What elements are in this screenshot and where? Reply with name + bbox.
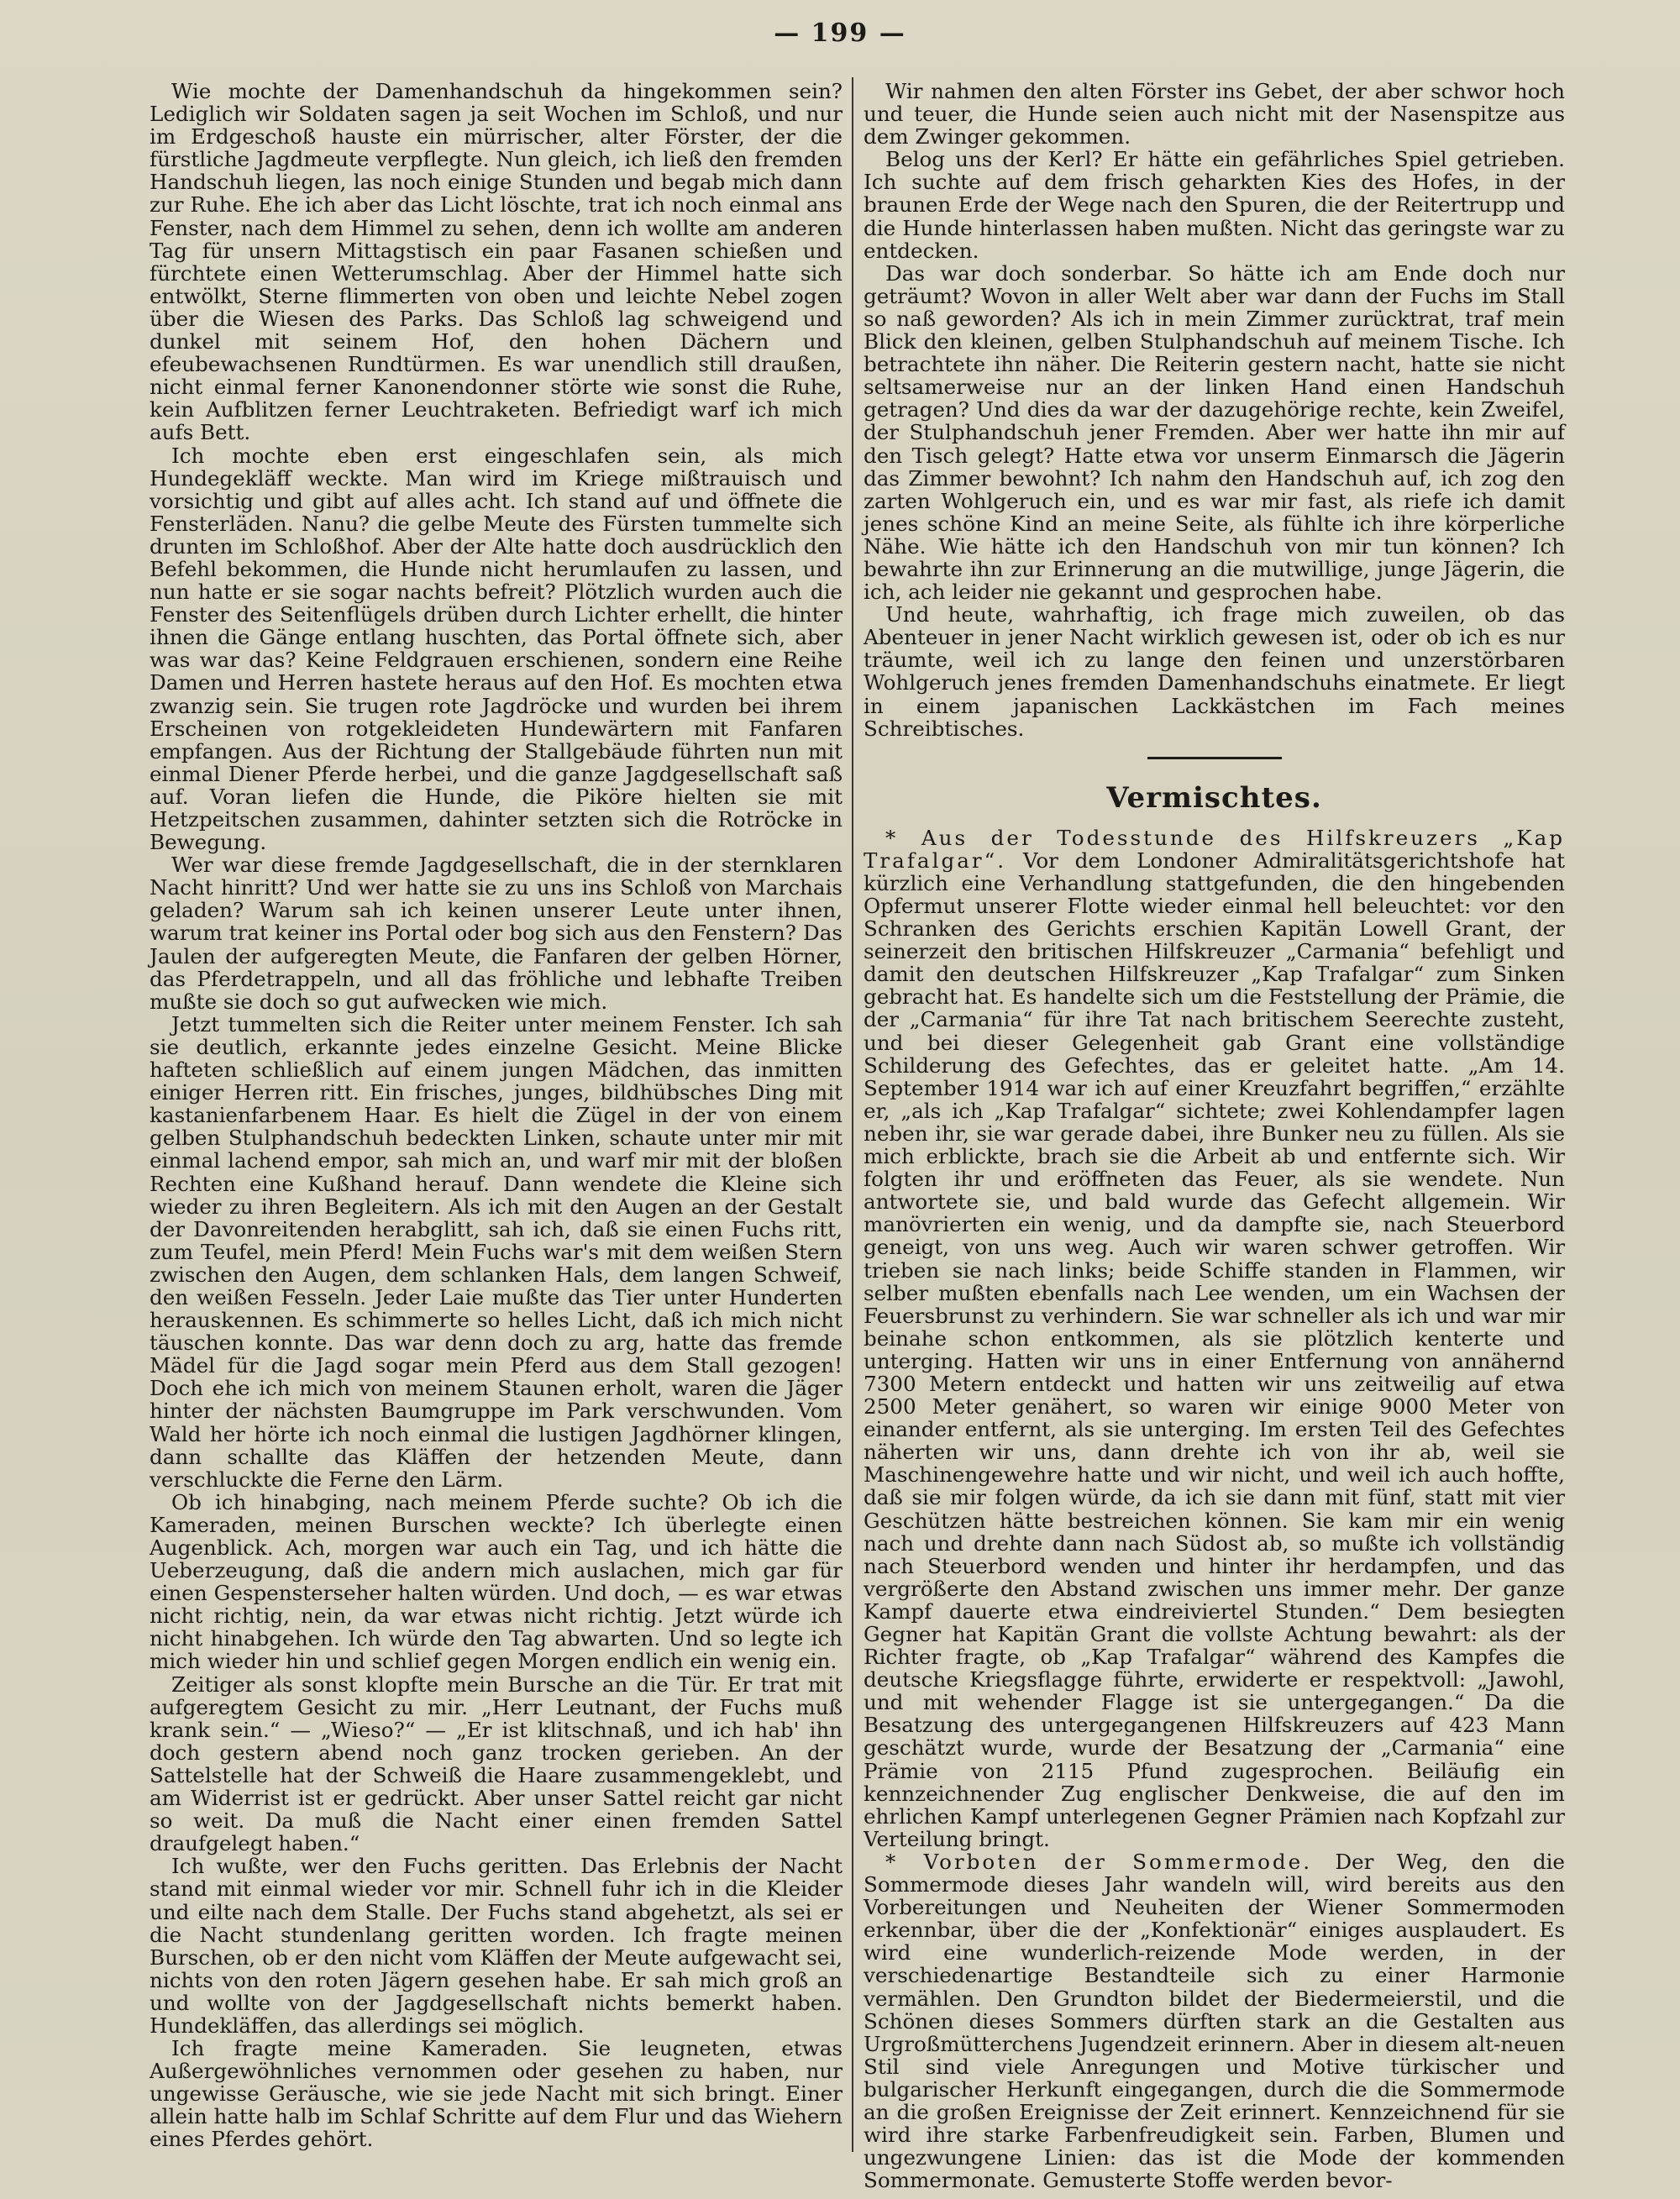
story-column-left: [150, 79, 843, 2152]
news-item-text: Der Weg, den die Sommermode dieses Jahr wandeln will, wird bereits aus den Vorbereitungen und Neuheiten der Wiener Sommermoden erkennbar, über die der „Konfektionär“ einiges ausplaudert. Es wird eine wunderlich-reizende Mode werden, in der verschiedenartige Bestandteile sich zu einer Harmonie vermählen. Den Grundton bildet der Biedermeierstil, und die Schönen dieses Sommers dürften stark an die Gestalten aus Urgroßmütterchens Jugendzeit erinnern. Aber in diesem alt-neuen Stil sind viele Anregungen und Motive türkischer und bulgarischer Herkunft eingegangen, durch die die Sommermode an die großen Ereignisse der Zeit erinnert. Kennzeichnend für sie wird ihre starke Farbenfreudigkeit sein. Farben, Blumen und ungezwungene Linien: das ist die Mode der kommenden Sommermonate. Gemusterte Stoffe werden bevor-: [864, 1849, 1565, 2193]
story-paragraph: Wer war diese fremde Jagdgesellschaft, die in der sternklaren Nacht hinritt? Und wer hatte sie zu uns ins Schloß von Marchais geladen? Warum sah ich keinen unserer Leute unter ihnen, warum trat keiner ins Portal oder bog sich aus den Fenstern? Das Jaulen der aufgeregten Meute, die Fanfaren der gelben Hörner, das Pferdetrappeln, und all das fröhliche und lebhafte Treiben mußte sie doch so gut aufwecken wie mich.: [150, 853, 843, 1014]
story-paragraph: Ich fragte meine Kameraden. Sie leugneten, etwas Außergewöhnliches vernommen oder gesehen zu haben, nur ungewisse Geräusche, wie sie jede Nacht mit sich bringt. Einer allein hatte halb im Schlaf Schritte auf dem Flur und das Wiehern eines Pferdes gehört.: [150, 2036, 843, 2152]
story-paragraph: Wie mochte der Damenhandschuh da hingekommen sein? Lediglich wir Soldaten sagen ja seit Wochen im Schloß, und nur im Erdgeschoß hauste ein mürrischer, alter Förster, der die fürstliche Jagdmeute verpflegte. Nun gleich, ich ließ den fremden Handschuh liegen, las noch einige Stunden und begab mich dann zur Ruhe. Ehe ich aber das Licht löschte, trat ich noch einmal ans Fenster, nach dem Himmel zu sehen, denn ich wollte am anderen Tag für unsern Mittagstisch ein paar Fasanen schießen und fürchtete einen Wetterumschlag. Aber der Himmel hatte sich entwölkt, Sterne flimmerten von oben und leichte Nebel zogen über die Wiesen des Parks. Das Schloß lag schweigend und dunkel mit seinem Hof, den hohen Dächern und efeubewachsenen Rundtürmen. Es war unendlich still draußen, nicht einmal ferner Kanonendonner störte wie sonst die Ruhe, kein Aufblitzen ferner Leuchtraketen. Befriedigt warf ich mich aufs Bett.: [150, 79, 843, 445]
story-paragraph: Ob ich hinabging, nach meinem Pferde suchte? Ob ich die Kameraden, meinen Burschen weckte? Ich überlegte einen Augenblick. Ach, morgen war auch ein Tag, und ich hätte die Ueberzeugung, daß die andern mich auslachen, mich gar für einen Gespensterseher halten würden. Und doch, — es war etwas nicht richtig, nein, da war etwas nicht richtig. Jetzt würde ich nicht hinabgehen. Ich würde den Tag abwarten. Und so legte ich mich wieder hin und schlief gegen Morgen endlich ein wenig ein.: [150, 1489, 843, 1674]
news-item: [864, 827, 1565, 1850]
column-divider: [852, 77, 853, 2152]
story-paragraph: Und heute, wahrhaftig, ich frage mich zuweilen, ob das Abenteuer in jener Nacht wirklich gewesen ist, oder ob ich es nur träumte, weil ich zu lange den feinen und unzerstörbaren Wohlgeruch jenes fremden Damenhandschuhs einatmete. Er liegt in einem japanischen Lackkästchen im Fach meines Schreibtisches.: [864, 602, 1565, 741]
page-number: — 199 —: [774, 18, 906, 48]
section-separator-rule: [1147, 757, 1282, 759]
story-paragraph: Wir nahmen den alten Förster ins Gebet, der aber schwor hoch und teuer, die Hunde seien auch nicht mit der Nasenspitze aus dem Zwinger gekommen.: [864, 79, 1565, 150]
news-item: [864, 1850, 1565, 2191]
story-paragraph: Belog uns der Kerl? Er hätte ein gefährliches Spiel getrieben. Ich suchte auf dem frisch geharkten Kies des Hofes, in der braunen Erde der Wege nach den Spuren, die der Reitertrupp und die Hunde hinterlassen haben mußten. Nicht das geringste war zu entdecken.: [864, 147, 1565, 263]
story-paragraph: Zeitiger als sonst klopfte mein Bursche an die Tür. Er trat mit aufgeregtem Gesicht zu mir. „Herr Leutnant, der Fuchs muß krank sein.“ — „Wieso?“ — „Er ist klitschnaß, und ich hab' ihn doch gestern abend noch ganz trocken gerieben. An der Sattelstelle hat der Schweiß die Haare zusammengeklebt, und am Widerrist ist er gedrückt. Aber unser Sattel reicht gar nicht so weit. Da muß die Nacht einer einen fremden Sattel draufgelegt haben.“: [150, 1672, 843, 1856]
story-paragraph: Jetzt tummelten sich die Reiter unter meinem Fenster. Ich sah sie deutlich, erkannte jedes einzelne Gesicht. Meine Blicke hafteten schließlich auf einem jungen Mädchen, das inmitten einiger Herren ritt. Ein frisches, junges, bildhübsches Ding mit kastanienfarbenem Haar. Es hielt die Zügel in der von einem gelben Stulphandschuh bedeckten Linken, schaute unter mir mit einmal lachend empor, sah mich an, und warf mir mit der bloßen Rechten eine Kußhand herauf. Dann wendete die Kleine sich wieder zu ihren Begleitern. Als ich mit den Augen an der Gestalt der Davonreitenden herabglitt, sah ich, daß sie einen Fuchs ritt, zum Teufel, mein Pferd! Mein Fuchs war's mit dem weißen Stern zwischen den Augen, dem schlanken Hals, dem langen Schweif, den weißen Fesseln. Jeder Laie mußte das Tier unter Hunderten herauskennen. Es schimmerte so helles Licht, daß ich mich nicht täuschen konnte. Das war denn doch zu arg, hatte das fremde Mädel für die Jagd sogar mein Pferd aus dem Stall gezogen! Doch ehe ich mich von meinem Staunen erholt, waren die Jäger hinter der nächsten Baumgruppe im Park verschwunden. Vom Wald her hörte ich noch einmal die lustigen Jagdhörner klingen, dann schallte das Kläffen der hetzenden Meute, dann verschluckte die Ferne den Lärm.: [150, 1011, 843, 1492]
story-paragraph: Das war doch sonderbar. So hätte ich am Ende doch nur geträumt? Wovon in aller Welt aber war dann der Fuchs im Stall so naß geworden? Als ich in mein Zimmer zurücktrat, traf mein Blick den kleinen, gelben Stulphandschuh auf meinem Tische. Ich betrachtete ihn näher. Die Reiterin gestern nacht, hatte sie nicht seltsamerweise nur an der linken Hand einen Handschuh getragen? Und dies da war der dazugehörige rechte, kein Zweifel, der Stulphandschuh jener Fremden. Aber wer hatte ihn mir auf den Tisch gelegt? Hatte etwa vor unserm Einmarsch die Jägerin das Zimmer bewohnt? Ich nahm den Handschuh auf, ich zog den zarten Wohlgeruch ein, und es war mir fast, als riefe ich damit jenes schöne Kind an meine Seite, als fühlte ich ihre körperliche Nähe. Wie hätte ich den Handschuh von mir tun können? Ich bewahrte ihn zur Erinnerung an die mutwillige, junge Jägerin, die ich, ach leider nie gekannt und gesprochen habe.: [864, 260, 1565, 605]
news-item-lead: * Aus der Todesstunde des Hilfskreuzers „Kap Trafalgar“.: [864, 825, 1565, 873]
story-paragraph: Ich mochte eben erst eingeschlafen sein, als mich Hundegekläff weckte. Man wird im Kriege mißtrauisch und vorsichtig und gibt auf alles acht. Ich stand auf und öffnete die Fensterläden. Nanu? die gelbe Meute des Fürsten tummelte sich drunten im Schloßhof. Aber der Alte hatte doch ausdrücklich den Befehl bekommen, die Hunde nicht herumlaufen zu lassen, und nun hatte er sie sogar nachts befreit? Plötzlich wurden auch die Fenster des Seitenflügels drüben durch Lichter erhellt, die hinter ihnen die Gänge entlang huschten, das Portal öffnete sich, aber was war das? Keine Feldgrauen erschienen, sondern eine Reihe Damen und Herren hastete heraus auf den Hof. Es mochten etwa zwanzig sein. Sie trugen rote Jagdröcke und wurden bei ihrem Erscheinen von rotgekleideten Hundewärtern mit Fanfaren empfangen. Aus der Richtung der Stallgebäude führten nun mit einmal Diener Pferde herbei, und die ganze Jagdgesellschaft saß auf. Voran liefen die Hunde, die Piköre hielten sie mit Hetzpeitschen zusammen, dahinter setzten sich die Rotröcke in Bewegung.: [150, 443, 843, 855]
story-column-right: [864, 79, 1566, 2193]
section-heading: Vermischtes.: [1106, 780, 1322, 815]
news-item-text: Vor dem Londoner Admiralitätsgerichtshofe hat kürzlich eine Verhandlung stattgefunden, die den hingebenden Opfermut unserer Flotte wieder einmal hell beleuchtet: vor den Schranken des Gerichts erschien Kapitän Lowell Grant, der seinerzeit den britischen Hilfskreuzer „Carmania“ befehligt und damit den deutschen Hilfskreuzer „Kap Trafalgar“ zum Sinken gebracht hat. Es handelte sich um die Feststellung der Prämie, die der „Carmania“ für ihre Tat nach britischem Seerechte zusteht, und bei dieser Gelegenheit gab Grant eine vollständige Schilderung des Gefechtes, das er geleitet hatte. „Am 14. September 1914 war ich auf einer Kreuzfahrt begriffen,“ erzählte er, „als ich „Kap Trafalgar“ sichtete; zwei Kohlendampfer lagen neben ihr, sie war gerade dabei, ihre Bunker neu zu füllen. Als sie mich erblickte, brach sie die Arbeit ab und entfernte sich. Wir folgten ihr und eröffneten das Feuer, als sie wendete. Nun antwortete sie, und bald wurde das Gefecht allgemein. Wir manövrierten ein wenig, und da dampfte sie, nach Steuerbord geneigt, von uns weg. Auch wir waren schwer getroffen. Wir trieben sie nach links; beide Schiffe standen in Flammen, wir selber mußten ebenfalls nach Lee wenden, um ein Wachsen der Feuersbrunst zu verhindern. Sie war schneller als ich und war mir beinahe schon entkommen, als sie plötzlich kenterte und unterging. Hatten wir uns in einer Entfernung von annähernd 7300 Metern entdeckt und hatten wir uns zeitweilig auf etwa 2500 Meter genähert, so waren wir einige 9000 Meter von einander entfernt, als sie unterging. Im ersten Teil des Gefechtes näherten wir uns, dann drehte ich von ihr ab, weil sie Maschinengewehre hatte und wir nicht, und weil ich auch hoffte, daß sie mir folgen würde, da ich sie dann mit fünf, statt mit vier Geschützen hätte bestreichen können. Sie kam mir ein wenig nach und drehte dann nach Südost ab, so mußte ich vollständig nach Steuerbord wenden und hinter ihr herdampfen, und das vergrößerte den Abstand zwischen uns immer mehr. Der ganze Kampf dauerte etwa eindreiviertel Stunden.“ Dem besiegten Gegner hat Kapitän Grant die vollste Achtung bewahrt: als der Richter fragte, ob „Kap Trafalgar“ während des Kampfes die deutsche Kriegsflagge führte, erwiderte er respektvoll: „Jawohl, und mit wehender Flagge ist sie untergegangen.“ Da die Besatzung des untergegangenen Hilfskreuzers auf 423 Mann geschätzt wurde, wurde der Besatzung der „Carmania“ eine Prämie von 2115 Pfund zugesprochen. Beiläufig ein kennzeichnender Zug englischer Denkweise, die auf den im ehrlichen Kampf unterlegenen Gegner Prämien nach Kopfzahl zur Verteilung bringt.: [864, 848, 1566, 1851]
story-paragraph: Ich wußte, wer den Fuchs geritten. Das Erlebnis der Nacht stand mit einmal wieder vor mir. Schnell fuhr ich in die Kleider und eilte nach dem Stalle. Der Fuchs stand abgehetzt, als sei er die Nacht stundenlang geritten worden. Ich fragte meinen Burschen, ob er den nicht vom Kläffen der Meute aufgewacht sei, nichts von den roten Jägern gesehen habe. Er sah mich groß an und wollte von der Jagdgesellschaft nichts bemerkt haben. Hundekläffen, das allerdings sei möglich.: [150, 1854, 843, 2038]
news-item-lead: * Vorboten der Sommermode.: [885, 1849, 1313, 1874]
